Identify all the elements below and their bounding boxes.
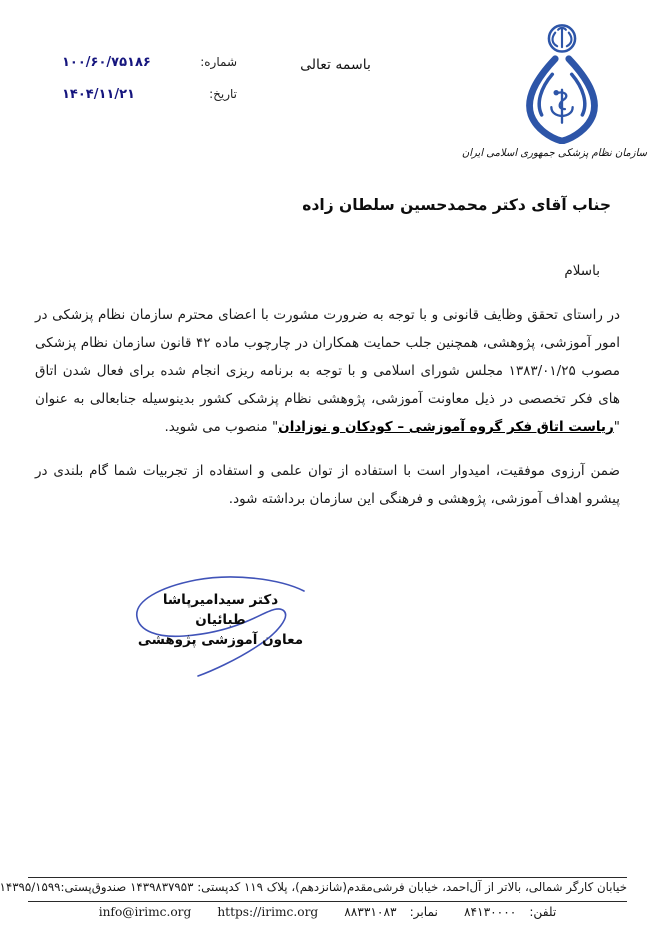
org-logo-block — [461, 22, 647, 160]
salutation-text: باسلام — [564, 263, 600, 279]
signatory-title: معاون آموزشی پژوهشی — [137, 632, 304, 648]
letter-number-row — [62, 55, 237, 70]
appointment-title-text: ریاست اتاق فکر گروه آموزشی – کودکان و نوزادان — [278, 419, 614, 435]
number-label: شماره: — [200, 55, 237, 69]
paragraph1-text: در راستای تحقق وظایف قانونی و با توجه به ضرورت مشورت با اعضای محترم سازمان نظام پزشکی در امور آموزشی، پژوهشی، همچنین جلب حمایت همکاران در چارچوب ماده ۴۲ قانون سازمان نظام پزشکی مصوب ۱۳۸۳/۰۱/۲۵ مجلس شورای اسلامی و با توجه به برنامه ریزی انجام شده برای فعال شدن اتاق های فکر تخصصی در ذیل معاونت آموزشی، پژوهشی نظام پزشکی کشور بدینوسیله جنابعالی به عنوان " — [35, 307, 620, 435]
fax-label: نمابر: — [409, 905, 438, 919]
phone-value: ۸۴۱۳۰۰۰۰ — [463, 905, 517, 919]
fax-value: ۸۸۳۳۱۰۸۳ — [344, 905, 397, 919]
fax-item — [344, 905, 438, 919]
signatory-text — [136, 590, 305, 650]
date-value: ۱۴۰۴/۱۱/۲۱ — [62, 87, 135, 102]
iran-emblem-icon — [553, 28, 572, 47]
footer-contacts — [28, 905, 627, 919]
org-name-calligraphy: سازمان نظام پزشکی جمهوری اسلامی ایران — [461, 147, 647, 160]
date-label: تاریخ: — [209, 87, 237, 101]
signatory-name: دکتر سیدامیرپاشا طبائیان — [162, 592, 279, 628]
letter-meta — [62, 55, 237, 102]
phone-item — [464, 905, 556, 919]
number-value: ۱۰۰/۶۰/۷۵۱۸۶ — [62, 55, 151, 70]
footer-address: خیابان کارگر شمالی، بالاتر از آل‌احمد، خیابان فرشی‌مقدم(شانزدهم)، پلاک ۱۱۹ کدپستی: ۱۴۳۹۸۳۷۹۵۳ صندوق‌پستی:۱۴۳۹۵/۱۵۹۹ — [0, 880, 627, 894]
footer-divider-bottom — [28, 901, 627, 902]
addressee-line: جناب آقای دکتر محمدحسین سلطان زاده — [302, 196, 611, 214]
letter-date-row — [62, 87, 237, 102]
body-paragraph-2: ضمن آرزوی موفقیت، امیدوار است با استفاده از توان علمی و استفاده از تجربیات شما گام بلندی در پیشرو اهداف آموزشی، پژوهشی و فرهنگی این سازمان برداشته شود. — [35, 463, 620, 507]
signature-block — [128, 575, 313, 683]
paragraph1-ending: " منصوب می شوید. — [164, 419, 279, 435]
body-paragraph-1 — [35, 301, 620, 441]
bismillah-text: باسمه تعالی — [300, 57, 371, 73]
irimc-logo-icon — [503, 22, 621, 144]
snake-cup-icon — [551, 90, 572, 123]
website-link[interactable]: https://irimc.org — [217, 905, 319, 919]
phone-label: تلفن: — [529, 905, 557, 919]
footer-divider-top — [28, 877, 627, 878]
email-link[interactable]: info@irimc.org — [98, 905, 192, 919]
